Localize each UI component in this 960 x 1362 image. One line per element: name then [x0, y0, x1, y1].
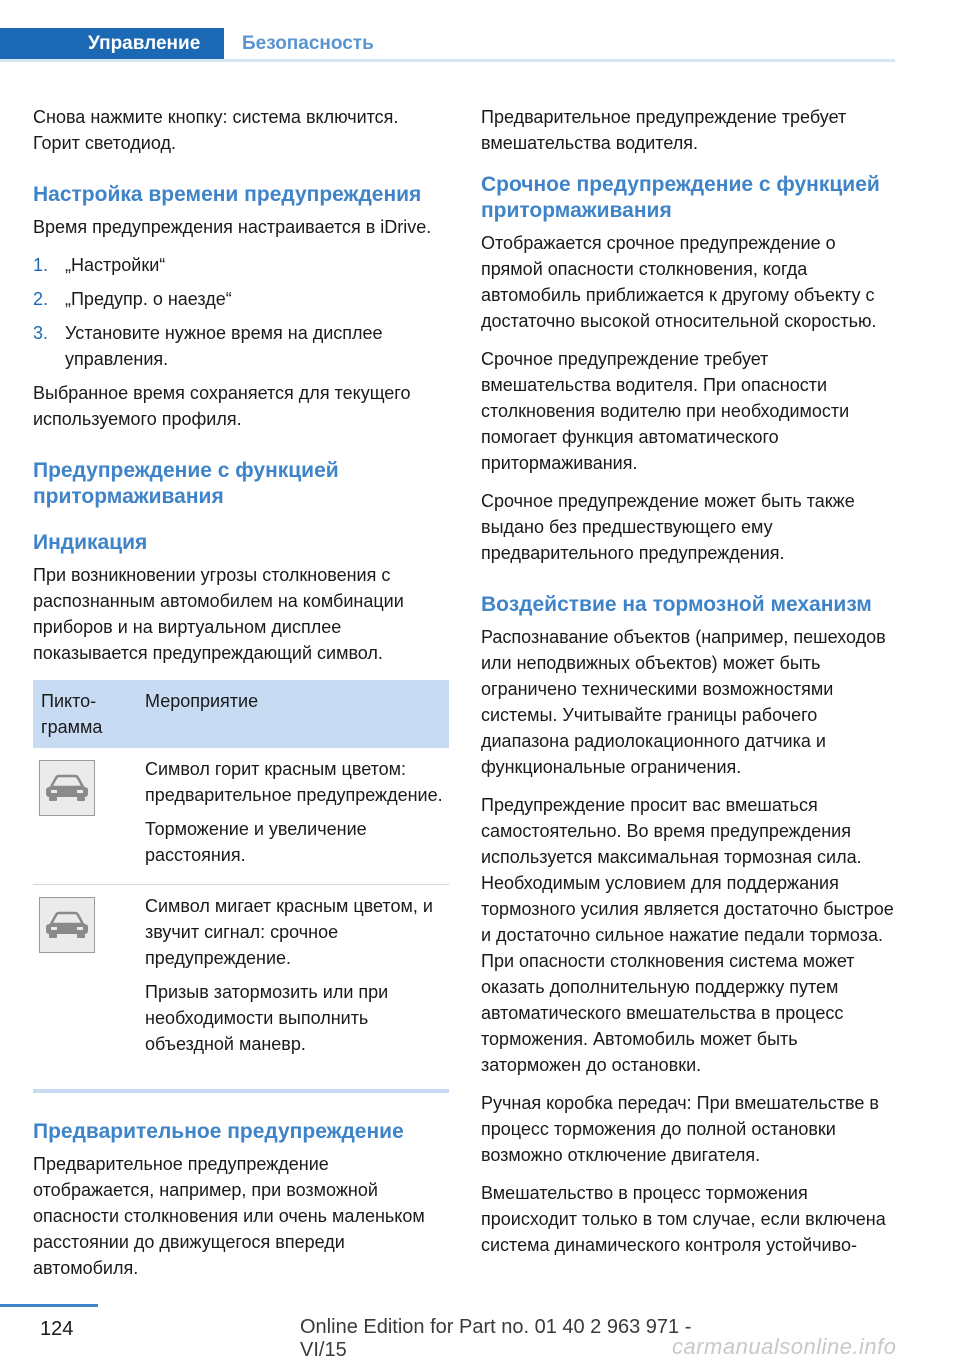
row-action-text: Символ мигает красным цветом, и звучит сигнал: срочное предупреждение.	[145, 896, 433, 968]
intro-line-2: Горит светодиод.	[33, 133, 176, 153]
preliminary-requires-text: Предварительное предупреждение требует вмешательства водителя.	[481, 107, 847, 153]
heading-indication: Индикация	[33, 531, 148, 554]
right-column	[481, 104, 897, 1270]
watermark: carmanualsonline.info	[672, 1334, 897, 1359]
step-text: Установите нужное время на дисплее управления.	[65, 323, 383, 369]
tab-control[interactable]: Управление	[0, 28, 224, 62]
step-number: 2.	[33, 289, 49, 309]
list-item	[33, 286, 449, 312]
top-navigation	[0, 0, 960, 62]
heading-urgent-warning: Срочное предупреждение с функцией притормаживания	[481, 173, 880, 222]
row-action-text: Символ горит красным цветом: предварительное предупреждение.	[145, 759, 443, 805]
intro-line-1: Снова нажмите кнопку: система включится.	[33, 107, 399, 127]
list-item	[33, 252, 449, 278]
list-item	[33, 320, 449, 372]
brake-text-3: Ручная коробка передач: При вмешательстве в процесс торможения до полной остановки возможно отключение двигателя.	[481, 1093, 879, 1165]
edition-info: Online Edition for Part no. 01 40 2 963 971 - VI/15	[300, 1316, 692, 1361]
left-column	[33, 104, 449, 1293]
page-number: 124	[40, 1318, 74, 1340]
heading-warning-braking: Предупреждение с функцией притормаживания	[33, 459, 339, 508]
row-action-text: Призыв затормозить или при необходимости выполнить объездной маневр.	[145, 982, 389, 1054]
car-warning-icon	[39, 760, 95, 816]
tab-safety[interactable]: Безопасность	[242, 33, 374, 54]
warning-time-text: Время предупреждения настраивается в iDrive.	[33, 217, 432, 237]
step-text: „Настройки“	[65, 255, 166, 275]
heading-brake-intervention: Воздействие на тормозной механизм	[481, 593, 872, 616]
car-warning-flashing-icon	[39, 897, 95, 953]
footer-divider	[0, 1304, 98, 1307]
saved-time-text: Выбранное время сохраняется для текущего используемого профиля.	[33, 383, 411, 429]
indication-table	[33, 680, 449, 1093]
row-action-text: Торможение и увеличение расстояния.	[145, 819, 367, 865]
step-text: „Предупр. о наезде“	[65, 289, 232, 309]
settings-steps	[33, 252, 449, 372]
urgent-text-2: Срочное предупреждение требует вмешательства водителя. При опасности столкновения водителю при необходимости помогает функция автоматического притормаживания.	[481, 349, 850, 473]
preliminary-warning-text: Предварительное предупреждение отображается, например, при возможной опасности столкновения или очень маленьком расстоянии до движущегося впереди автомобиля.	[33, 1154, 425, 1278]
brake-text-1: Распознавание объектов (например, пешеходов или неподвижных объектов) может быть ограничено техническими возможностями системы. Учитывайте границы рабочего диапазона радиолокационного датчика и функциональные ограничения.	[481, 627, 886, 777]
step-number: 3.	[33, 323, 49, 343]
brake-text-2: Предупреждение просит вас вмешаться самостоятельно. Во время предупреждения используется максимальная тормозная сила. Необходимым условием для поддержания тормозного усилия является достаточно быстрое и достаточно сильное нажатие педали тормоза. При опасности столкновения система может оказать дополнительную поддержку путем автоматического вмешательства в процесс торможения. Автомобиль может быть заторможен до остановки.	[481, 795, 894, 1075]
brake-text-4: Вмешательство в процесс торможения происходит только в том случае, если включена система динамического контроля устойчиво-	[481, 1183, 886, 1255]
header-divider	[0, 59, 895, 62]
heading-preliminary-warning: Предварительное предупреждение	[33, 1120, 404, 1143]
column-header-pictogram: Пикто-грамма	[41, 691, 103, 737]
table-header	[33, 680, 449, 748]
table-row	[33, 748, 449, 885]
step-number: 1.	[33, 255, 49, 275]
column-header-action: Мероприятие	[145, 691, 259, 711]
urgent-text-3: Срочное предупреждение может быть также выдано без предшествующего ему предварительного предупреждения.	[481, 491, 855, 563]
heading-warning-time: Настройка времени предупреждения	[33, 183, 422, 206]
table-row	[33, 885, 449, 1093]
indication-text: При возникновении угрозы столкновения с распознанным автомобилем на комбинации приборов и на виртуальном дисплее показывается предупреждающий символ.	[33, 565, 404, 663]
urgent-text-1: Отображается срочное предупреждение о прямой опасности столкновения, когда автомобиль приближается к другому объекту с достаточно высокой относительной скоростью.	[481, 233, 877, 331]
